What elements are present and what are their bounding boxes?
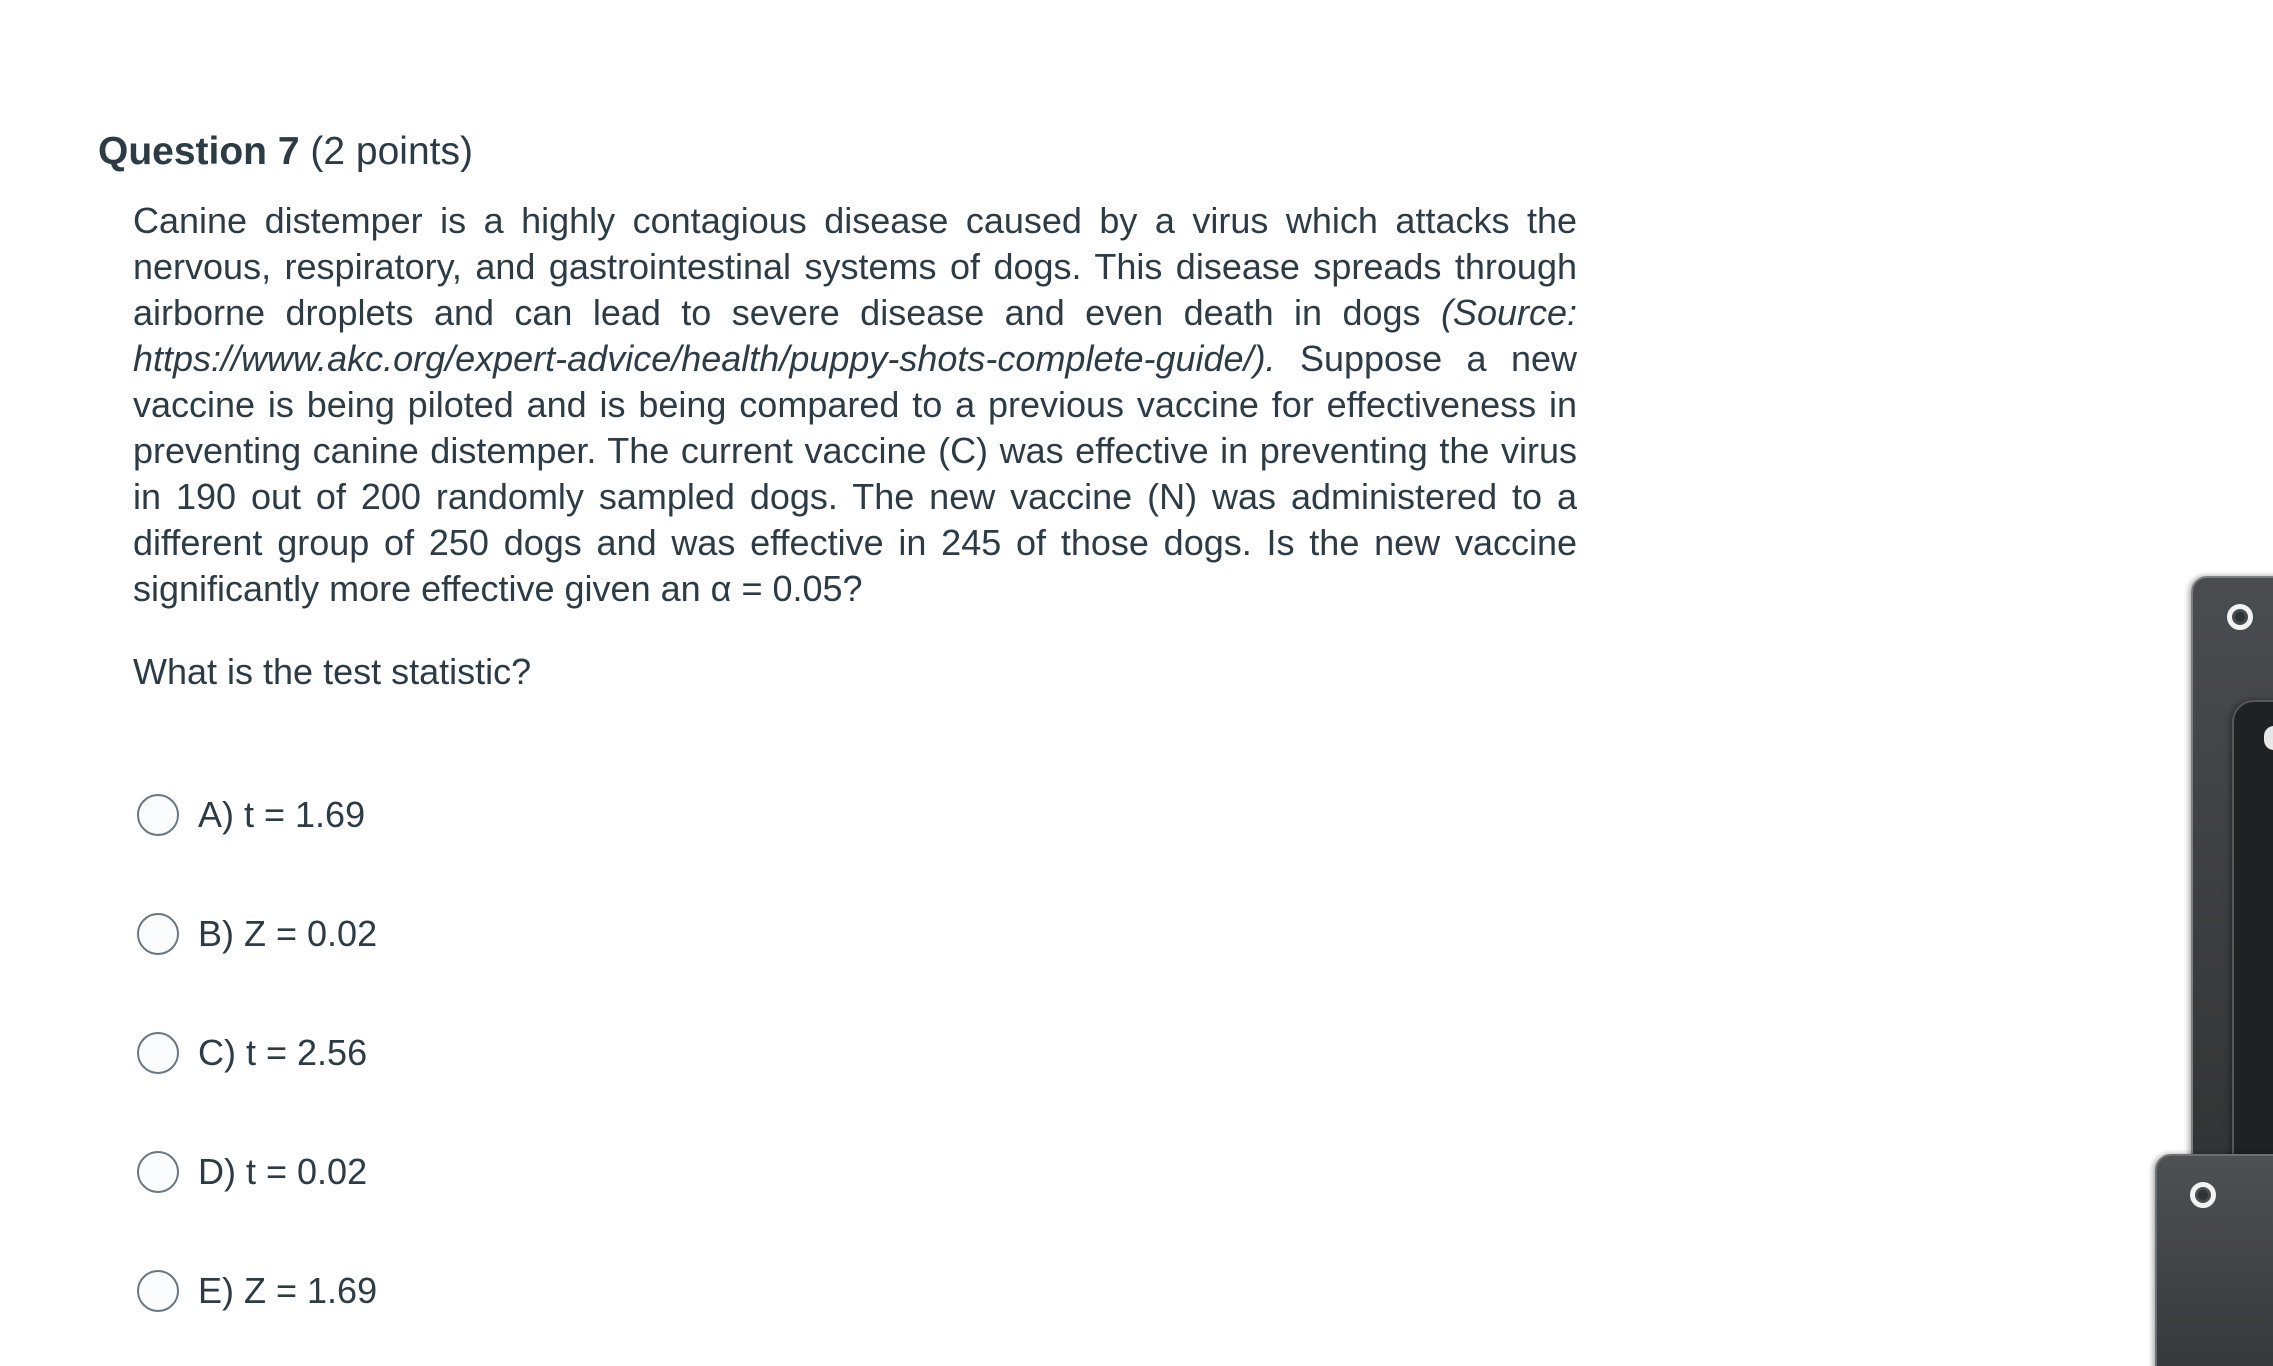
- question-text: [133, 198, 1577, 612]
- answer-option-e[interactable]: [137, 1231, 1577, 1350]
- question-text-part1: Canine distemper is a highly contagious disease caused by a virus which attacks the nervous, respiratory, and gastrointestinal systems of dogs. This disease spreads through airborne droplets and can lead to severe disease and even death in dogs: [133, 200, 1577, 333]
- answer-list: [137, 755, 1577, 1350]
- side-panel-inner[interactable]: [2232, 700, 2273, 1224]
- question-header: [98, 126, 1658, 178]
- answer-option-a[interactable]: [137, 755, 1577, 874]
- panel-handle-icon[interactable]: [2264, 726, 2273, 750]
- answer-label-b: B) Z = 0.02: [198, 912, 378, 954]
- side-panel-bottom[interactable]: [2155, 1154, 2273, 1366]
- radio-button-e[interactable]: [137, 1270, 179, 1312]
- question-prompt: What is the test statistic?: [133, 651, 532, 692]
- answer-option-c[interactable]: [137, 993, 1577, 1112]
- answer-option-b[interactable]: [137, 874, 1577, 993]
- radio-button-c[interactable]: [137, 1032, 179, 1074]
- radio-dot-icon[interactable]: [2190, 1182, 2216, 1208]
- radio-button-a[interactable]: [137, 794, 179, 836]
- question-points: (2 points): [310, 130, 473, 173]
- answer-label-a: A) t = 1.69: [198, 793, 366, 835]
- radio-button-b[interactable]: [137, 913, 179, 955]
- radio-button-d[interactable]: [137, 1151, 179, 1193]
- question-body: [133, 198, 1577, 1350]
- answer-option-d[interactable]: [137, 1112, 1577, 1231]
- question-text-part2: Suppose a new vaccine is being piloted and is being compared to a previous vaccine for effectiveness in preventing canine distemper. The current vaccine (C) was effective in preventing the virus in 190 out of 200 randomly sampled dogs. The new vaccine (N) was administered to a different group of 250 dogs and was effective in 245 of those dogs. Is the new vaccine significantly more effective given an α = 0.05?: [133, 338, 1577, 609]
- answer-label-c: C) t = 2.56: [198, 1031, 368, 1073]
- question-title: Question 7: [98, 130, 300, 173]
- question-source-citation: (Source: https://www.akc.org/expert-advice/health/puppy-shots-complete-guide/).: [133, 292, 1577, 379]
- radio-dot-icon[interactable]: [2227, 604, 2253, 630]
- question-block: [98, 126, 1658, 1350]
- answer-label-d: D) t = 0.02: [198, 1150, 368, 1192]
- answer-label-e: E) Z = 1.69: [198, 1269, 378, 1311]
